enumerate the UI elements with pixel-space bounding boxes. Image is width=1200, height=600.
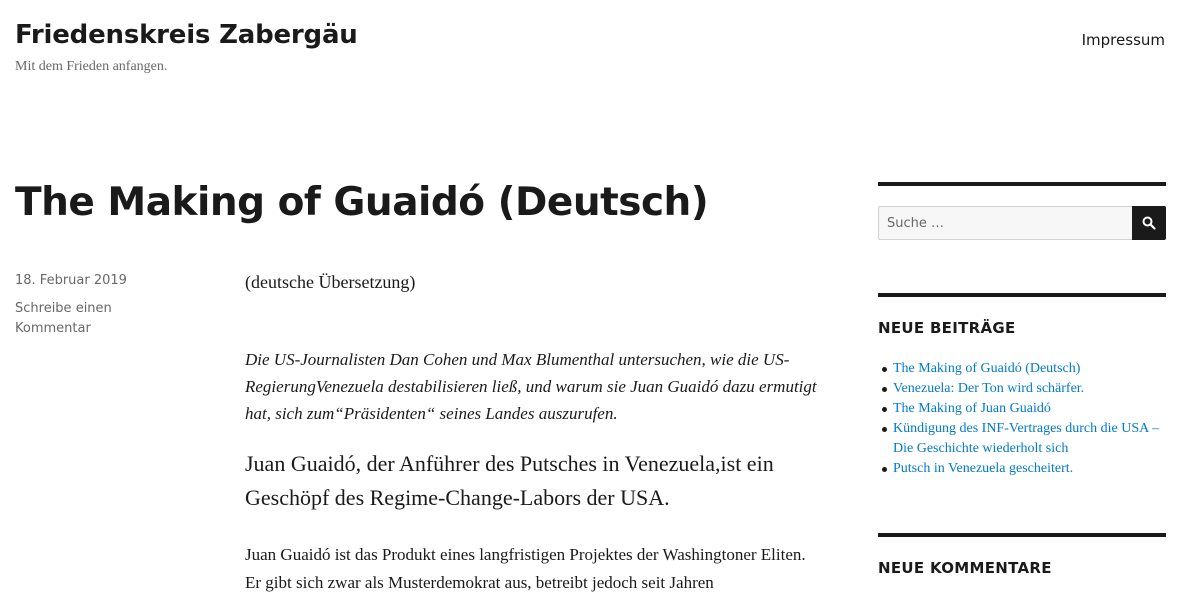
divider xyxy=(878,293,1166,297)
recent-post-link[interactable]: The Making of Guaidó (Deutsch) xyxy=(893,361,1081,376)
recent-post-link[interactable]: Putsch in Venezuela gescheitert. xyxy=(893,461,1074,476)
recent-posts-list xyxy=(878,359,1166,479)
recent-comments-title: NEUE KOMMENTARE xyxy=(878,559,1052,577)
site-title[interactable]: Friedenskreis Zabergäu xyxy=(15,20,358,50)
sidebar xyxy=(878,182,1166,577)
list-item xyxy=(878,459,1166,479)
nav-link-impressum[interactable]: Impressum xyxy=(1081,31,1165,49)
recent-post-link[interactable]: Venezuela: Der Ton wird schärfer. xyxy=(893,381,1085,396)
list-item xyxy=(878,419,1166,459)
post-content xyxy=(245,268,825,597)
post-lead: Die US-Journalisten Dan Cohen und Max Blumenthal untersuchen, wie die US-RegierungVenezuela destabilisieren ließ, und warum sie Juan Guaidó dazu ermutigt hat, sich zum“Präsidenten“ seines Landes auszurufen. xyxy=(245,350,817,423)
post-headline-paragraph: Juan Guaidó, der Anführer des Putsches in Venezuela,ist ein Geschöpf des Regime-Change-Labors der USA. xyxy=(245,451,774,510)
divider xyxy=(878,182,1166,186)
post-title: The Making of Guaidó (Deutsch) xyxy=(15,180,709,225)
recent-posts-title: NEUE BEITRÄGE xyxy=(878,319,1016,337)
search-input[interactable] xyxy=(878,206,1132,240)
recent-posts-widget xyxy=(878,293,1166,479)
post-paragraph: Juan Guaidó ist das Produkt eines langfristigen Projektes der Washingtoner Eliten. Er gibt sich zwar als Musterdemokrat aus, betreibt jedoch seit Jahren xyxy=(245,545,806,592)
search-button[interactable] xyxy=(1132,206,1166,240)
list-item xyxy=(878,359,1166,379)
divider xyxy=(878,533,1166,537)
post-intro: (deutsche Übersetzung) xyxy=(245,272,416,292)
list-item xyxy=(878,379,1166,399)
recent-post-link[interactable]: Kündigung des INF-Vertrages durch die USA – Die Geschichte wiederholt sich xyxy=(893,421,1159,456)
comment-link[interactable]: Schreibe einen Kommentar xyxy=(15,301,112,336)
search-form xyxy=(878,206,1166,240)
recent-comments-widget xyxy=(878,533,1166,577)
magnifier-icon xyxy=(1142,216,1156,230)
recent-post-link[interactable]: The Making of Juan Guaidó xyxy=(893,401,1051,416)
list-item xyxy=(878,399,1166,419)
site-description: Mit dem Frieden anfangen. xyxy=(15,59,168,74)
post-date[interactable]: 18. Februar 2019 xyxy=(15,273,127,288)
